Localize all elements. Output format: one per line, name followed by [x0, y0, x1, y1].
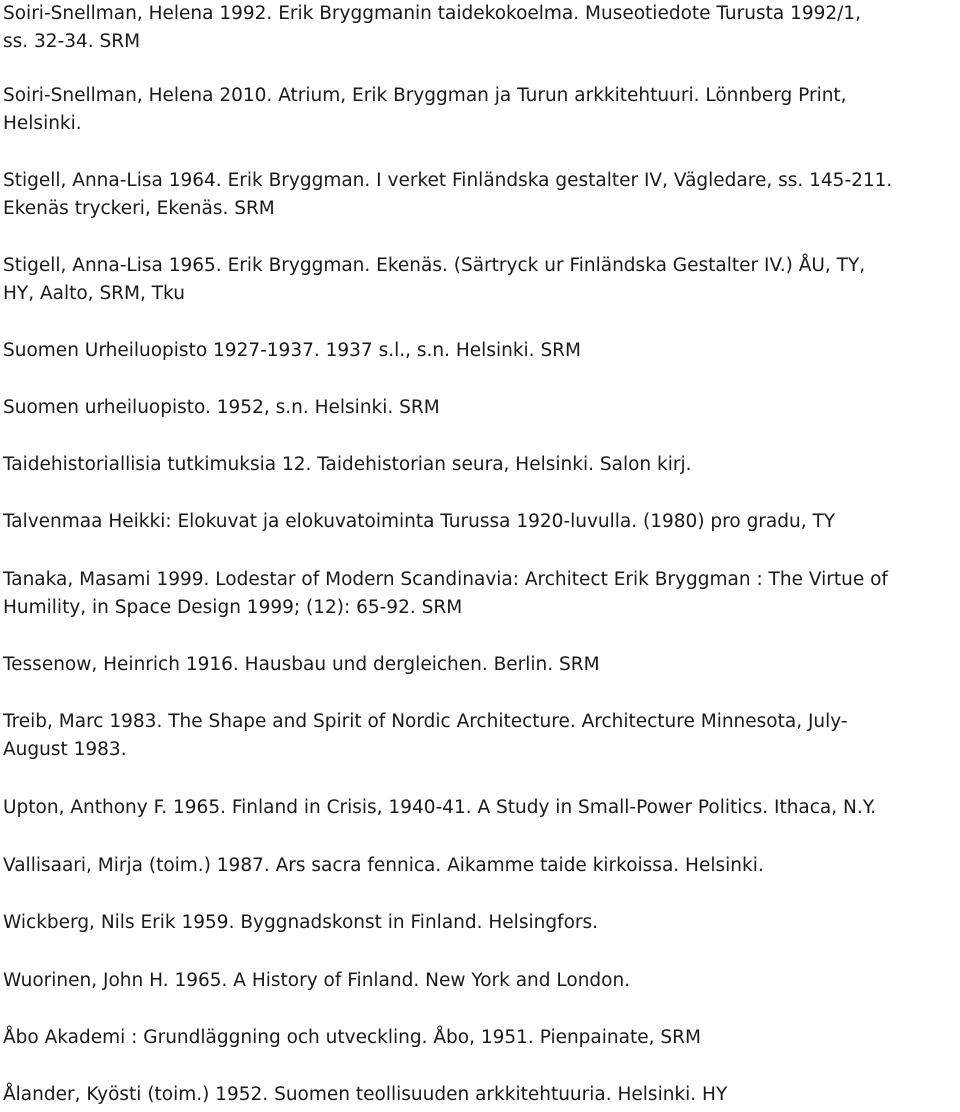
entry-line: Helsinki. [3, 113, 82, 134]
bibliography-entry [3, 794, 958, 822]
entry-line: Wickberg, Nils Erik 1959. Byggnadskonst in Finland. Helsingfors. [3, 912, 599, 933]
bibliography-entry [3, 337, 958, 365]
entry-line: August 1983. [3, 739, 127, 760]
bibliography-entry [3, 0, 958, 56]
entry-line: Stigell, Anna-Lisa 1964. Erik Bryggman. I verket Finländska gestalter IV, Vägledare, ss. 145-211. [3, 170, 893, 191]
entry-line: Upton, Anthony F. 1965. Finland in Crisis, 1940-41. A Study in Small-Power Politics. Ithaca, N.Y. [3, 797, 877, 818]
entry-line: Soiri-Snellman, Helena 2010. Atrium, Erik Bryggman ja Turun arkkitehtuuri. Lönnberg Print, [3, 85, 847, 106]
bibliography-entry [3, 708, 958, 764]
entry-line: Wuorinen, John H. 1965. A History of Finland. New York and London. [3, 970, 631, 991]
entry-line: Ålander, Kyösti (toim.) 1952. Suomen teollisuuden arkkitehtuuria. Helsinki. HY [3, 1084, 728, 1105]
bibliography-entry [3, 167, 958, 223]
entry-line: Tessenow, Heinrich 1916. Hausbau und dergleichen. Berlin. SRM [3, 654, 600, 675]
bibliography-entry [3, 451, 958, 479]
entry-line: Suomen urheiluopisto. 1952, s.n. Helsinki. SRM [3, 397, 440, 418]
bibliography-entry [3, 651, 958, 679]
entry-line: Tanaka, Masami 1999. Lodestar of Modern Scandinavia: Architect Erik Bryggman : The Virtue of [3, 569, 888, 590]
entry-line: HY, Aalto, SRM, Tku [3, 283, 185, 304]
entry-line: Talvenmaa Heikki: Elokuvat ja elokuvatoiminta Turussa 1920-luvulla. (1980) pro gradu, TY [3, 511, 836, 532]
entry-line: ss. 32-34. SRM [3, 31, 141, 52]
bibliography-entry [3, 508, 958, 536]
bibliography-entry [3, 566, 958, 622]
bibliography-entry [3, 1024, 958, 1052]
entry-line: Treib, Marc 1983. The Shape and Spirit of Nordic Architecture. Architecture Minnesota, July- [3, 711, 848, 732]
entry-line: Humility, in Space Design 1999; (12): 65-92. SRM [3, 597, 463, 618]
bibliography-entry [3, 394, 958, 422]
bibliography-entry [3, 252, 958, 308]
bibliography-entry [3, 1081, 958, 1109]
bibliography-entry [3, 82, 958, 138]
entry-line: Taidehistoriallisia tutkimuksia 12. Taidehistorian seura, Helsinki. Salon kirj. [3, 454, 692, 475]
entry-line: Åbo Akademi : Grundläggning och utveckling. Åbo, 1951. Pienpainate, SRM [3, 1027, 701, 1048]
entry-line: Ekenäs tryckeri, Ekenäs. SRM [3, 198, 275, 219]
entry-line: Soiri-Snellman, Helena 1992. Erik Bryggmanin taidekokoelma. Museotiedote Turusta 1992/1, [3, 3, 862, 24]
bibliography-entry [3, 852, 958, 880]
bibliography-entry [3, 967, 958, 995]
entry-line: Vallisaari, Mirja (toim.) 1987. Ars sacra fennica. Aikamme taide kirkoissa. Helsinki. [3, 855, 764, 876]
entry-line: Stigell, Anna-Lisa 1965. Erik Bryggman. Ekenäs. (Särtryck ur Finländska Gestalter IV.) ÅU, TY, [3, 255, 866, 276]
entry-line: Suomen Urheiluopisto 1927-1937. 1937 s.l., s.n. Helsinki. SRM [3, 340, 581, 361]
bibliography-entry [3, 909, 958, 937]
